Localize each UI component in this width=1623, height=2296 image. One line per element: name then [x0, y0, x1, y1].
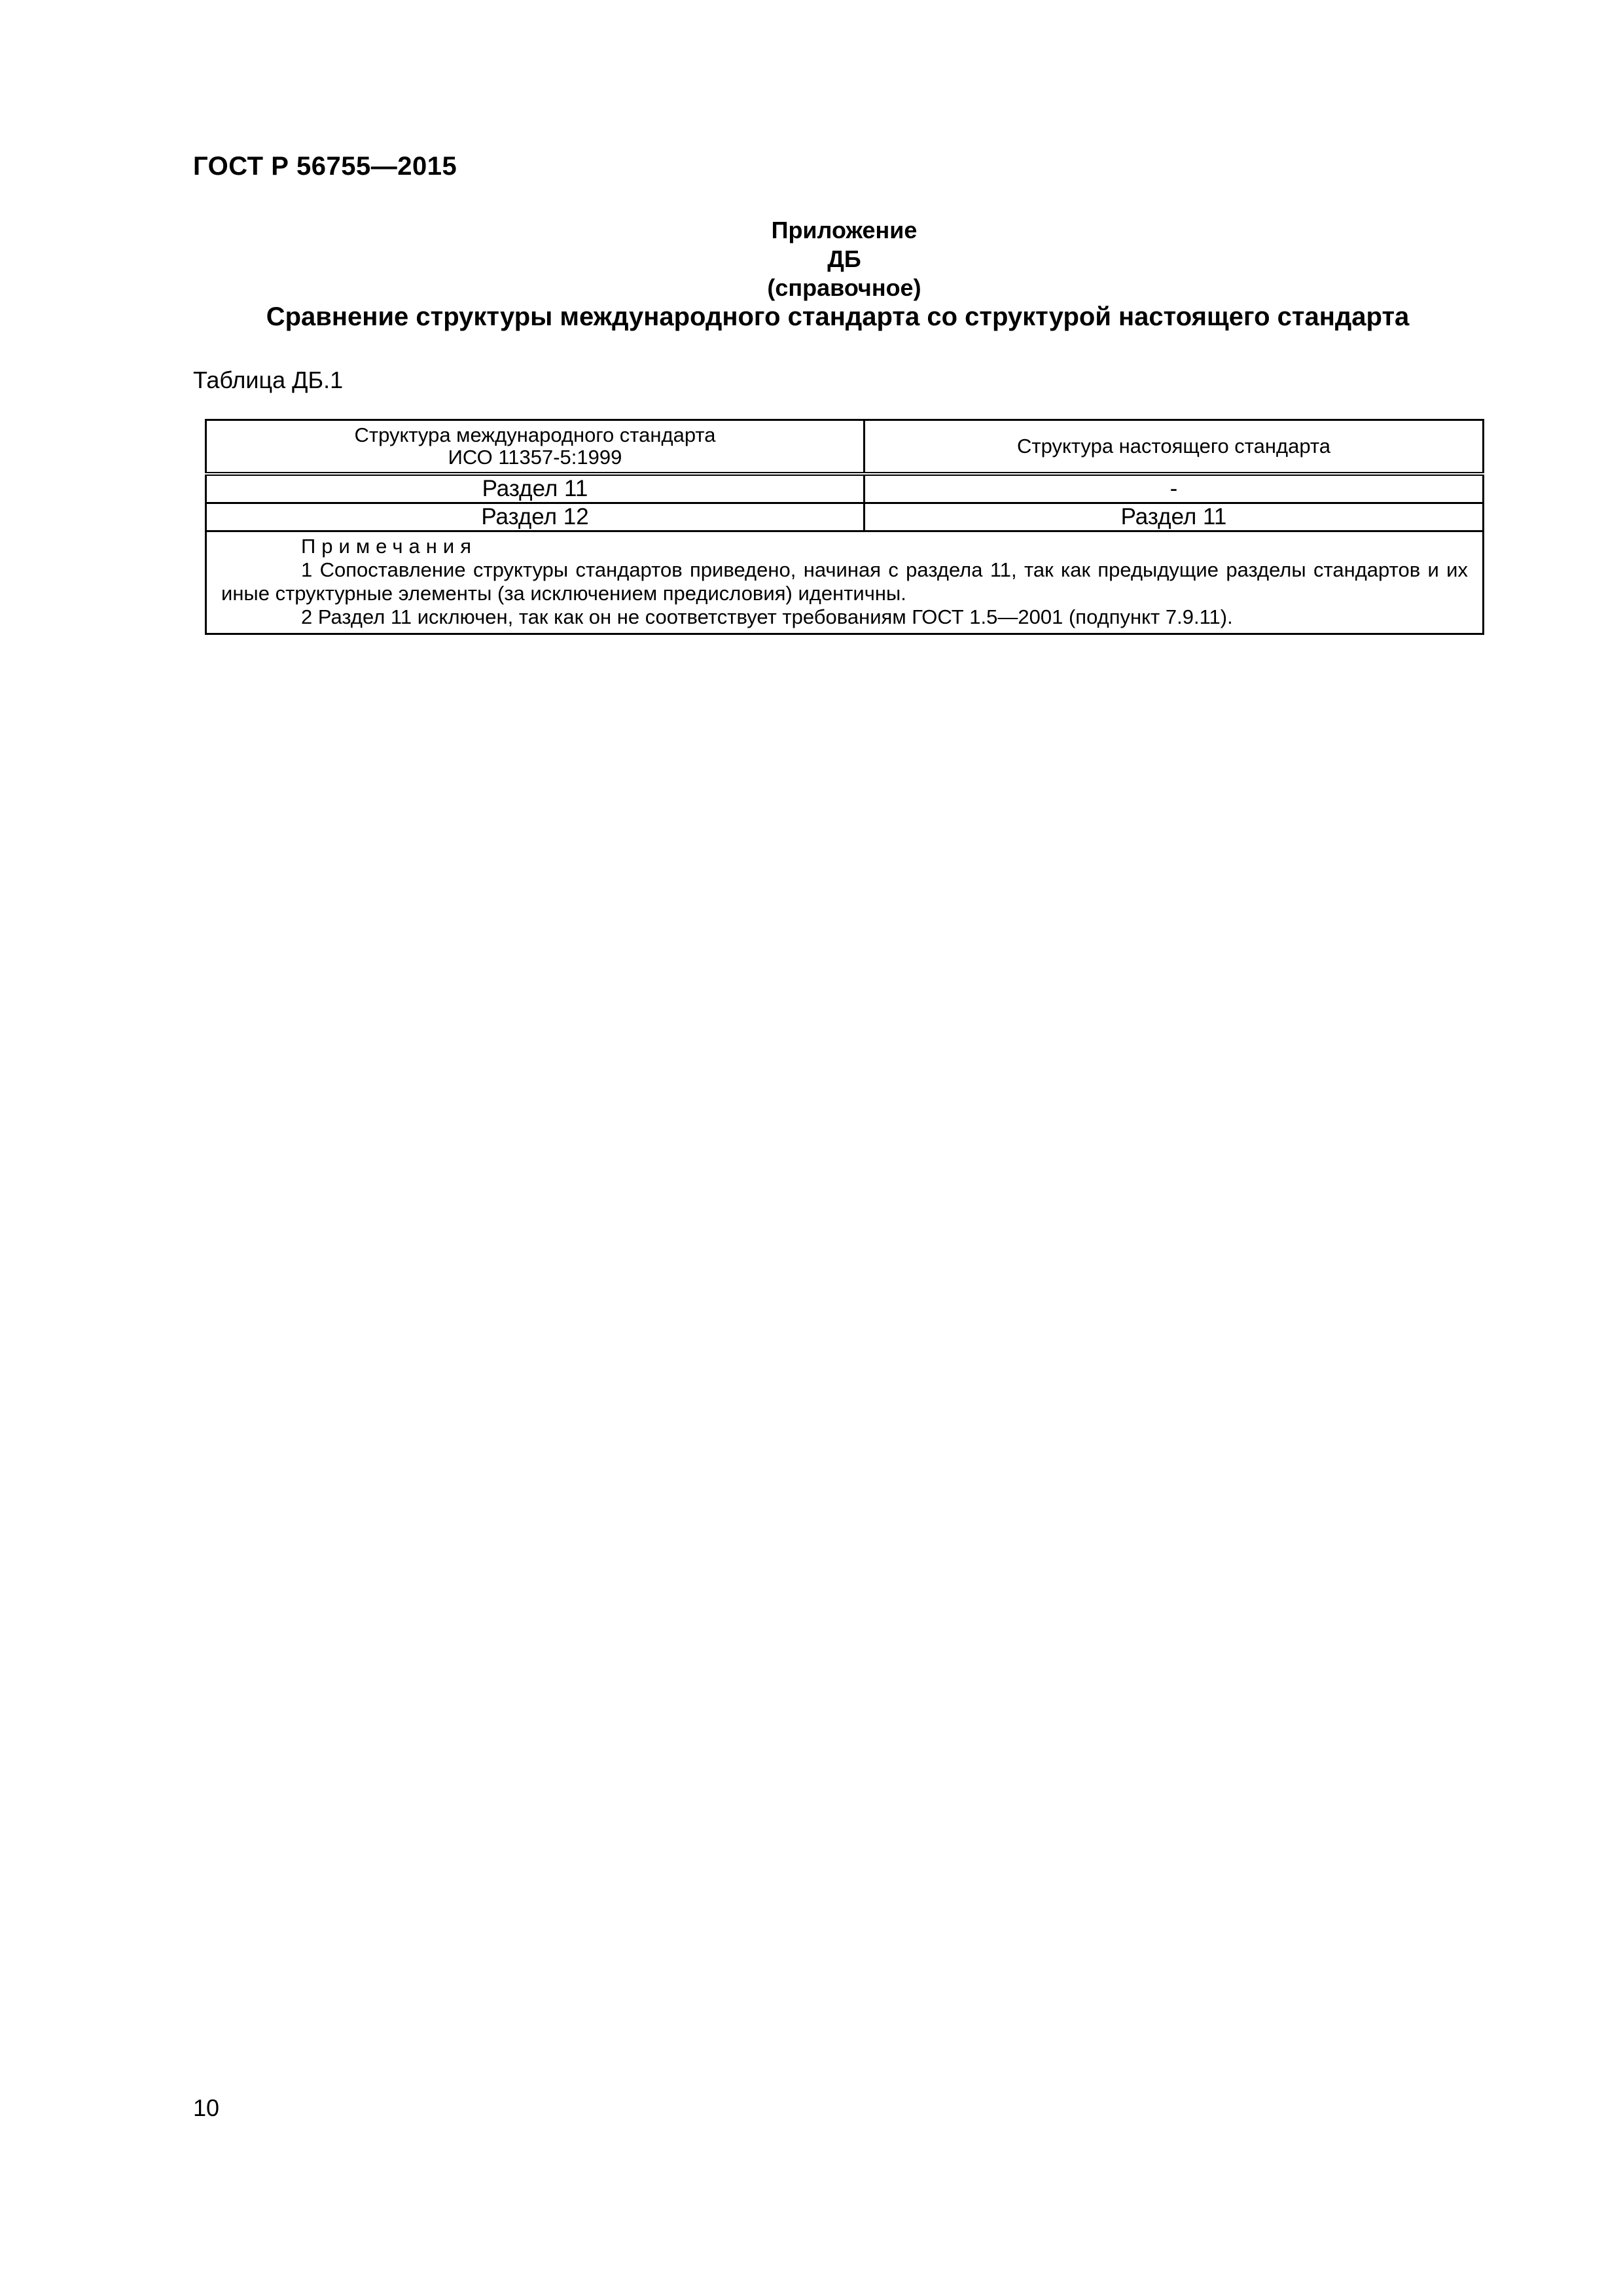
note-item-2: 2 Раздел 11 исключен, так как он не соответствует требованиям ГОСТ 1.5—2001 (подпункт 7.9.11). [301, 605, 1233, 628]
note-item-1: 1 Сопоставление структуры стандартов приведено, начиная с раздела 11, так как предыдущие разделы стандартов и их иные структурные элементы (за исключением предисловия) идентичны. [221, 558, 1468, 605]
comparison-table-wrapper [205, 419, 1482, 635]
header-international-line1: Структура международного стандарта [354, 423, 716, 446]
table-row [206, 503, 1484, 531]
table-row [206, 474, 1484, 503]
notes-cell [206, 531, 1484, 634]
header-international-structure [206, 420, 865, 475]
header-international-line2: ИСО 11357-5:1999 [448, 446, 622, 469]
table-label: Таблица ДБ.1 [193, 367, 344, 393]
notes-row [206, 531, 1484, 634]
cell-international: Раздел 12 [206, 503, 865, 531]
cell-current: Раздел 11 [865, 503, 1484, 531]
appendix-heading [759, 216, 929, 302]
table-header-row [206, 420, 1484, 475]
appendix-subtitle: (справочное) [767, 274, 921, 301]
header-current-structure: Структура настоящего стандарта [865, 420, 1484, 475]
page-number: 10 [193, 2094, 220, 2121]
cell-current: - [865, 474, 1484, 503]
appendix-title: Приложение ДБ [771, 217, 918, 272]
section-title: Сравнение структуры международного стандарта со структурой настоящего стандарта [266, 302, 1410, 331]
notes-title: Примечания [301, 535, 477, 558]
comparison-table [205, 419, 1484, 635]
cell-international: Раздел 11 [206, 474, 865, 503]
document-code: ГОСТ Р 56755—2015 [193, 152, 457, 181]
